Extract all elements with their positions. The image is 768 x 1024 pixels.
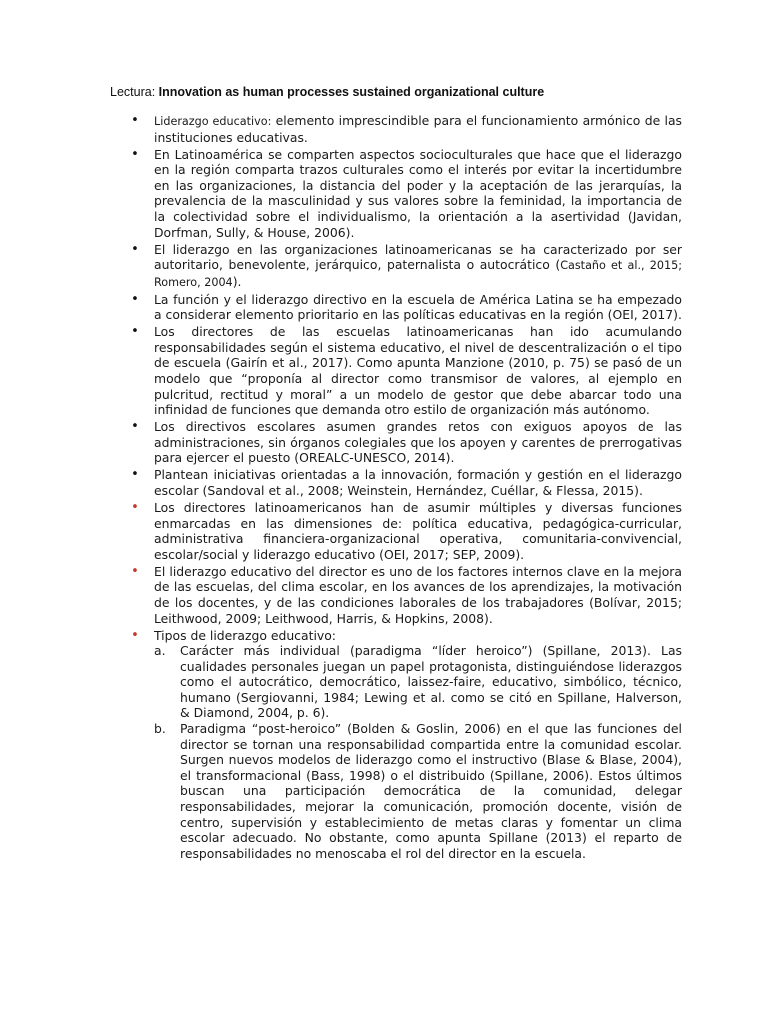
bullet-item xyxy=(131,499,682,562)
bullet-text: Castaño et al., 2015; Romero, 2004 xyxy=(154,259,682,289)
bullet-text: ). xyxy=(232,273,242,289)
bullet-list xyxy=(130,113,682,863)
bullet-item xyxy=(131,563,682,626)
bullet-text: El liderazgo educativo del director es uno de los factores internos clave en la mejora de las escuelas, del clima escolar, en los avances de los aprendizajes, la motivación de los docentes, y de las condiciones laborales de los trabajadores (Bolívar, 2015; Leithwood, 2009; Leithwood, Harris, & Hopkins, 2008). xyxy=(154,563,682,626)
bullet-text: elemento imprescindible para el funcionamiento armónico de las instituciones educativas. xyxy=(154,113,682,145)
bullet-text: Los directores de las escuelas latinoamericanas han ido acumulando responsabilidades según el sistema educativo, el nivel de descentralización o el tipo de escuela (Gairín et al., 2017). Como apunta Manzione (2010, p. 75) se pasó de un modelo que “proponía al director como transmisor de valores, al ejemplo en pulcritud, rectitud y moral” a un modelo de gestor que debe abarcar todo una infinidad de funciones que demanda otro estilo de organización más autónomo. xyxy=(154,324,682,418)
bullet-text: Los directivos escolares asumen grandes retos con exiguos apoyos de las administraciones, sin órganos colegiales que los apoyen y carentes de prerrogativas para ejercer el puesto (OREALC-UNESCO, 2014). xyxy=(154,419,682,466)
reading-title xyxy=(110,84,730,100)
bullet-marker-icon: • xyxy=(131,113,139,128)
sub-list-item xyxy=(154,721,682,861)
sub-item-marker: a. xyxy=(154,643,166,659)
bullet-item xyxy=(131,627,682,862)
bullet-marker-icon: • xyxy=(131,563,139,579)
bullet-marker-icon: • xyxy=(131,499,139,515)
bullet-marker-icon: • xyxy=(131,419,139,435)
title-prefix: Lectura: xyxy=(110,85,156,99)
bullet-item xyxy=(131,467,682,498)
bullet-item xyxy=(131,419,682,466)
sub-list-item xyxy=(154,643,682,721)
bullet-marker-icon: • xyxy=(131,291,139,307)
bullet-text: En Latinoamérica se comparten aspectos socioculturales que hace que el liderazgo en la región comparta trazos culturales como el interés por evitar la incertidumbre en las organizaciones, la distancia del poder y la aceptación de las jerarquías, la prevalencia de la masculinidad y sus valores sobre la feminidad, la importancia de la colectividad sobre el individualismo, la orientación a la asertividad (Javidan, Dorfman, Sully, & House, 2006). xyxy=(154,146,682,240)
bullet-item xyxy=(131,324,682,418)
bullet-text: Plantean iniciativas orientadas a la innovación, formación y gestión en el liderazgo escolar (Sandoval et al., 2008; Weinstein, Hernández, Cuéllar, & Flessa, 2015). xyxy=(154,467,682,498)
bullet-text: El liderazgo en las organizaciones latinoamericanas se ha caracterizado por ser autoritario, benevolente, jerárquico, paternalista o autocrático ( xyxy=(154,241,682,273)
bullet-marker-icon: • xyxy=(131,467,139,483)
bullet-text: Tipos de liderazgo educativo: xyxy=(154,627,336,643)
sub-item-text: Paradigma “post-heroico” (Bolden & Goslin, 2006) en el que las funciones del director se tornan una responsabilidad compartida entre la comunidad escolar. Surgen nuevos modelos de liderazgo como el instructivo (Blase & Blase, 2004), el transformacional (Bass, 1998) o el distribuido (Spillane, 2006). Estos últimos buscan una participación democrática de la comunidad, delegar responsabilidades, mejorar la comunicación, promoción docente, visión de centro, supervisión y establecimiento de metas claras y fomentar un clima escolar adecuado. No obstante, como apunta Spillane (2013) el reparto de responsabilidades no menoscaba el rol del director en la escuela. xyxy=(180,721,682,861)
bullet-marker-icon: • xyxy=(131,627,139,643)
bullet-item xyxy=(131,241,682,291)
bullet-text: La función y el liderazgo directivo en la escuela de América Latina se ha empezado a considerar elemento prioritario en las políticas educativas en la región (OEI, 2017). xyxy=(154,291,682,323)
sub-item-text: Carácter más individual (paradigma “líder heroico”) (Spillane, 2013). Las cualidades personales juegan un papel protagonista, distinguiéndose liderazgos como el autocrático, democrático, laissez-faire, educativo, simbólico, técnico, humano (Sergiovanni, 1984; Lewing et al. como se citó en Spillane, Halverson, & Diamond, 2004, p. 6). xyxy=(180,643,682,721)
sub-list xyxy=(154,643,682,861)
sub-item-marker: b. xyxy=(154,721,166,737)
bullet-item xyxy=(131,113,682,145)
bullet-marker-icon: • xyxy=(131,146,139,162)
bullet-text: Liderazgo educativo: xyxy=(154,115,272,128)
title-text: Innovation as human processes sustained organizational culture xyxy=(158,85,545,99)
bullet-item xyxy=(131,291,682,323)
bullet-marker-icon: • xyxy=(131,324,139,340)
bullet-item xyxy=(131,146,682,241)
bullet-marker-icon: • xyxy=(131,241,139,257)
bullet-text: Los directores latinoamericanos han de asumir múltiples y diversas funciones enmarcadas en las dimensiones de: política educativa, pedagógica-curricular, administrativa financiera-organizacional operativa, comunitaria-convivencial, escolar/social y liderazgo educativo (OEI, 2017; SEP, 2009). xyxy=(154,499,682,562)
